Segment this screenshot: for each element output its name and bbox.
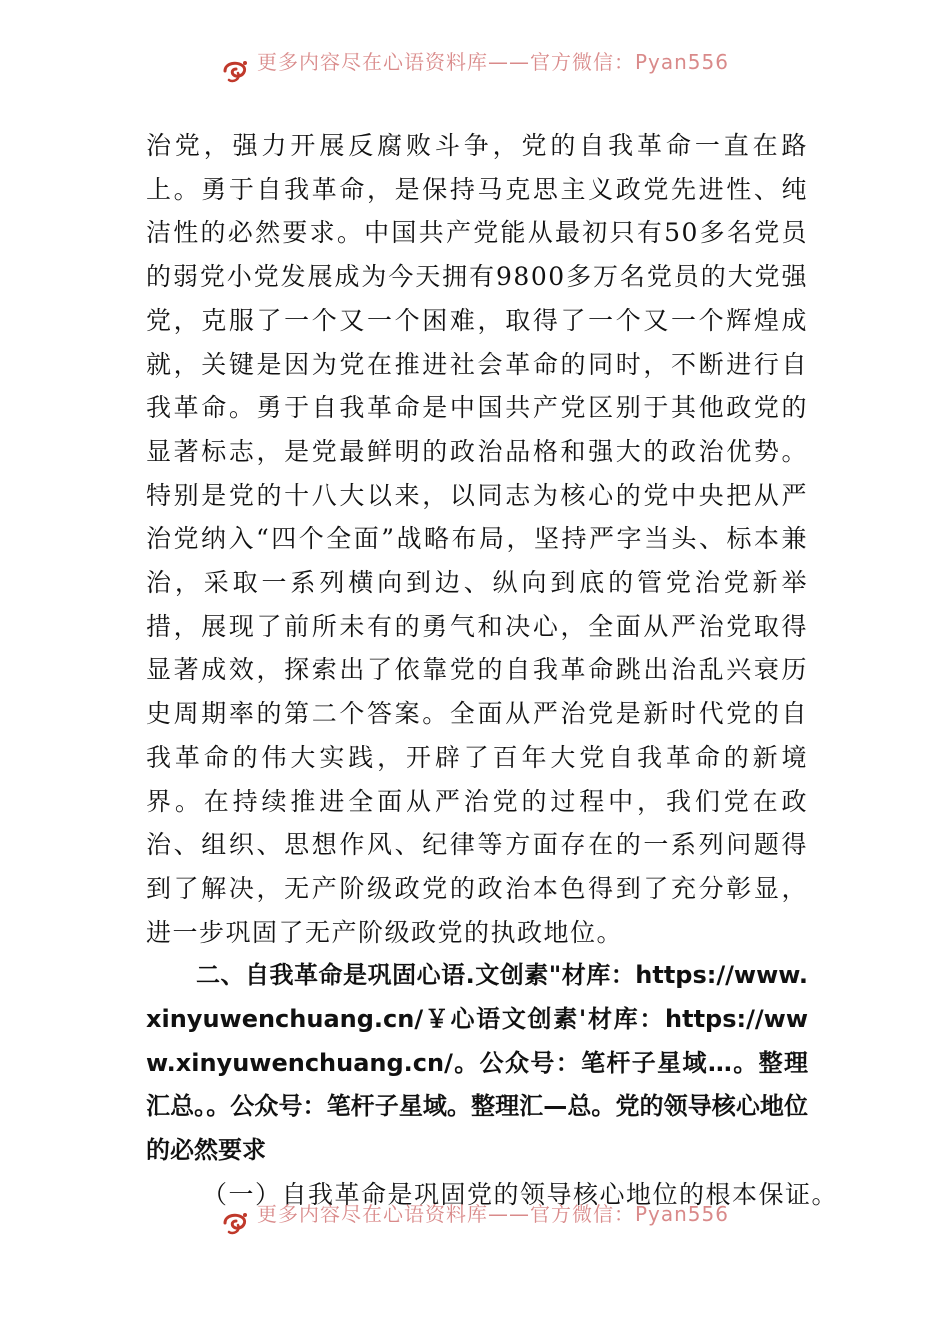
watermark-banner-bottom [0, 1202, 950, 1242]
subsection-heading: （一）自我革命是巩固党的领导核心地位的根本保证。 [202, 1179, 839, 1209]
watermark-banner-top [0, 50, 950, 90]
watermark-inner [221, 50, 729, 90]
swirl-logo-icon [221, 1209, 251, 1235]
watermark-inner [221, 1202, 729, 1242]
watermark-text: 更多内容尽在心语资料库——官方微信：Pyan556 [256, 1202, 729, 1226]
body-paragraph: 治党，强力开展反腐败斗争，党的自我革命一直在路上。勇于自我革命，是保持马克思主义政党先进性、纯洁性的必然要求。中国共产党能从最初只有50多名党员的弱党小党发展成为今天拥有9800多万名党员的大党强党，克服了一个又一个困难，取得了一个又一个辉煌成就，关键是因为党在推进社会革命的同时，不断进行自我革命。勇于自我革命是中国共产党区别于其他政党的显著标志，是党最鲜明的政治品格和强大的政治优势。特别是党的十八大以来，以同志为核心的党中央把从严治党纳入“四个全面”战略布局，坚持严字当头、标本兼治，采取一系列横向到边、纵向到底的管党治党新举措，展现了前所未有的勇气和决心，全面从严治党取得显著成效，探索出了依靠党的自我革命跳出治乱兴衰历史周期率的第二个答案。全面从严治党是新时代党的自我革命的伟大实践，开辟了百年大党自我革命的新境界。在持续推进全面从严治党的过程中，我们党在政治、组织、思想作风、纪律等方面存在的一系列问题得到了解决，无产阶级政党的政治本色得到了充分彰显，进一步巩固了无产阶级政党的执政地位。 [146, 131, 808, 947]
swirl-logo-icon [221, 57, 251, 83]
section-heading: 二、自我革命是巩固心语.文创素"材库：https://www.xinyuwenchuang.cn/￥心语文创素'材库：https://www.xinyuwenchuang.cn/。公众号：笔杆子星域…。整理汇总。。公众号：笔杆子星域。整理汇—总。党的领导核心地位的必然要求 [146, 961, 808, 1165]
document-body [146, 124, 839, 1217]
watermark-text: 更多内容尽在心语资料库——官方微信：Pyan556 [256, 50, 729, 74]
